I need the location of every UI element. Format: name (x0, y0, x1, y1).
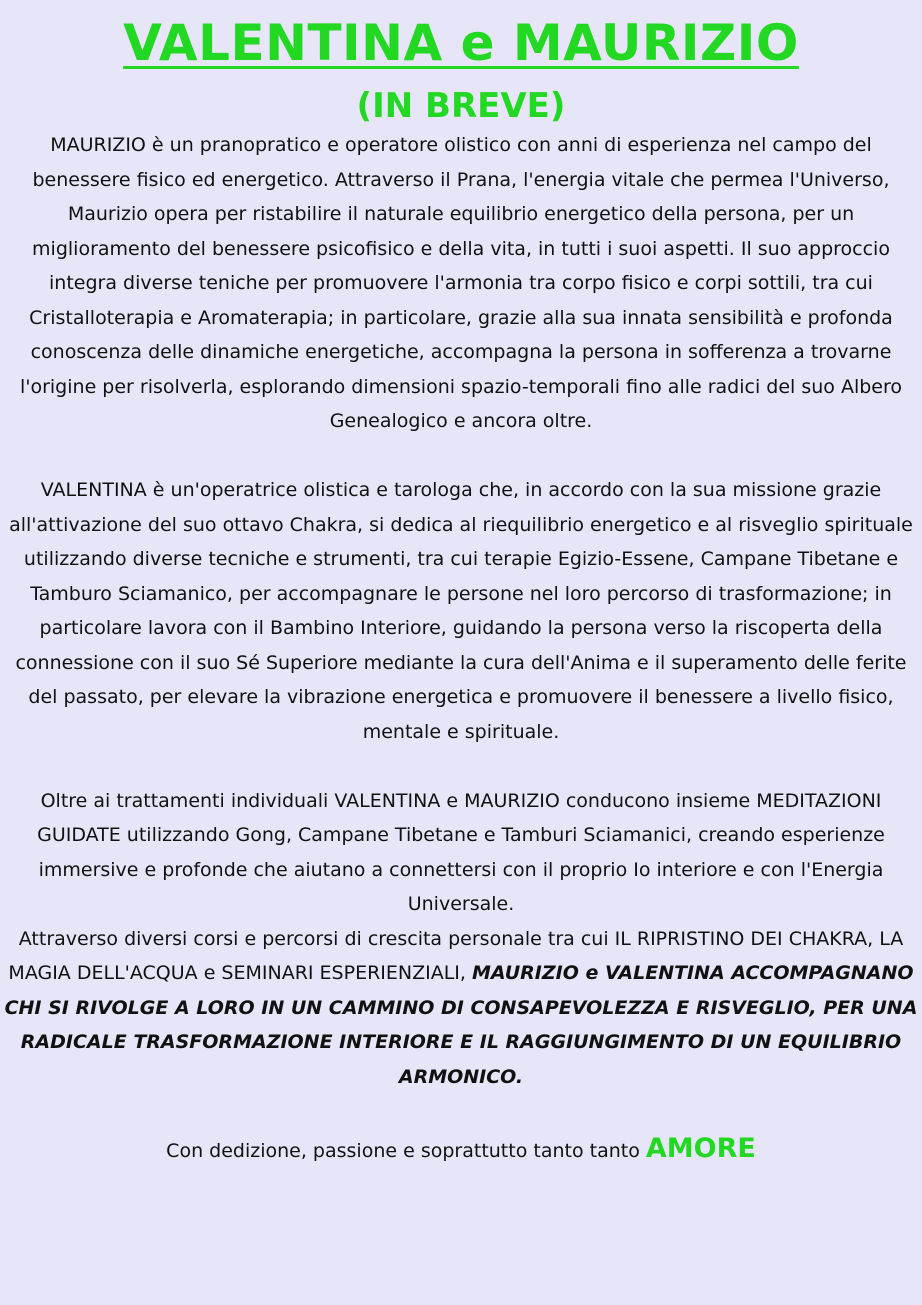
paragraph-valentina: VALENTINA è un'operatrice olistica e tarologa che, in accordo con la sua missione grazie all'attivazione del suo ottavo Chakra, si dedica al riequilibrio energetico e al risveglio spirituale utilizzando diverse tecniche e strumenti, tra cui terapie Egizio-Essene, Campane Tibetane e Tamburo Sciamanico, per accompagnare le persone nel loro percorso di trasformazione; in particolare lavora con il Bambino Interiore, guidando la persona verso la riscoperta della connessione con il suo Sé Superiore mediante la cura dell'Anima e il superamento delle ferite del passato, per elevare la vibrazione energetica e promuovere il benessere a livello fisico, mentale e spirituale. (9, 479, 913, 743)
page-title: VALENTINA e MAURIZIO (123, 14, 799, 72)
closing-line (2, 1130, 920, 1170)
closing-highlight: AMORE (645, 1133, 756, 1164)
courses-intro-text: Attraverso diversi corsi e percorsi di crescita personale tra cui IL RIPRISTINO DEI CHAKRA, LA MAGIA DELL'ACQUA e SEMINARI ESPERIENZIALI, (8, 927, 904, 984)
courses-emphasis-text: MAURIZIO e VALENTINA ACCOMPAGNANO CHI SI RIVOLGE A LORO IN UN CAMMINO DI CONSAPEVOLEZZA E RISVEGLIO, PER UNA RADICALE TRASFORMAZIONE INTERIORE E IL RAGGIUNGIMENTO DI UN EQUILIBRIO ARMONICO (4, 962, 918, 1088)
closing-text: Con dedizione, passione e soprattutto tanto tanto (166, 1140, 646, 1162)
page-subtitle: (IN BREVE) (356, 86, 566, 126)
paragraph-maurizio: MAURIZIO è un pranopratico e operatore olistico con anni di esperienza nel campo del benessere fisico ed energetico. Attraverso il Prana, l'energia vitale che permea l'Universo, Maurizio opera per ristabilire il naturale equilibrio energetico della persona, per un miglioramento del benessere psicofisico e della vita, in tutti i suoi aspetti. Il suo approccio integra diverse teniche per promuovere l'armonia tra corpo fisico e corpi sottili, tra cui Cristalloterapia e Aromaterapia; in particolare, grazie alla sua innata sensibilità e profonda conoscenza delle dinamiche energetiche, accompagna la persona in sofferenza a trovarne l'origine per risolverla, esplorando dimensioni spazio-temporali fino alle radici del suo Albero Genealogico e ancora oltre. (19, 134, 903, 432)
paragraph-courses (2, 922, 920, 1095)
courses-end-text: . (515, 1065, 524, 1088)
paragraph-together: Oltre ai trattamenti individuali VALENTINA e MAURIZIO conducono insieme MEDITAZIONI GUIDATE utilizzando Gong, Campane Tibetane e Tamburi Sciamanici, creando esperienze immersive e profonde che aiutano a connettersi con il proprio Io interiore e con l'Energia Universale. (37, 789, 885, 915)
